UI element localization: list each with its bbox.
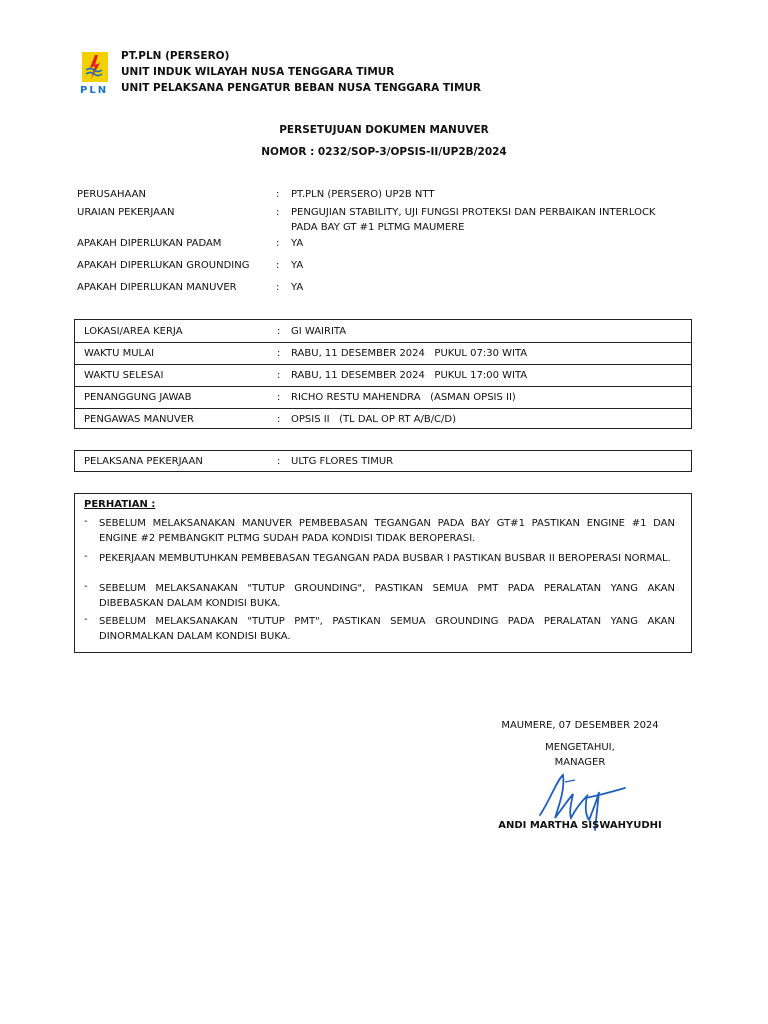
table-row	[75, 364, 691, 387]
notice-text: SEBELUM MELAKSANAKAN "TUTUP PMT", PASTIKAN SEMUA GROUNDING PADA PERALATAN YANG AKAN DINORMALKAN DALAM KONDISI BUKA.	[99, 616, 675, 642]
info-value: PT.PLN (PERSERO) UP2B NTT	[291, 189, 435, 200]
row-label: PENGAWAS MANUVER	[84, 414, 194, 425]
logo-text: PLN	[80, 85, 109, 94]
colon: :	[277, 370, 281, 381]
bullet-dash: -	[84, 614, 88, 625]
signatory-name: ANDI MARTHA SISWAHYUDHI	[498, 820, 662, 831]
place-date: MAUMERE, 07 DESEMBER 2024	[501, 720, 659, 731]
notice-text: PEKERJAAN MEMBUTUHKAN PEMBEBASAN TEGANGAN PADA BUSBAR I PASTIKAN BUSBAR II BEROPERASI NORMAL.	[99, 553, 671, 564]
company-name: PT.PLN (PERSERO)	[121, 50, 230, 62]
bullet-dash: -	[84, 516, 88, 527]
row-value: RABU, 11 DESEMBER 2024 PUKUL 07:30 WITA	[291, 348, 528, 359]
colon: :	[277, 392, 281, 403]
colon: :	[277, 414, 281, 425]
notice-text: SEBELUM MELAKSANAKAN MANUVER PEMBEBASAN TEGANGAN PADA BAY GT#1 PASTIKAN ENGINE #1 DAN ENGINE #2 PEMBANGKIT PLTMG SUDAH PADA KONDISI TIDAK BEROPERASI.	[99, 518, 675, 544]
row-label: LOKASI/AREA KERJA	[84, 326, 183, 337]
row-value: RICHO RESTU MAHENDRA (ASMAN OPSIS II)	[291, 392, 516, 403]
row-label: WAKTU SELESAI	[84, 370, 164, 381]
table-row	[75, 386, 691, 409]
row-label: PELAKSANA PEKERJAAN	[84, 456, 203, 467]
info-value: PENGUJIAN STABILITY, UJI FUNGSI PROTEKSI DAN PERBAIKAN INTERLOCK	[291, 207, 656, 218]
colon: :	[277, 456, 281, 467]
colon: :	[276, 207, 280, 218]
executor-table	[74, 450, 692, 472]
info-value: YA	[291, 260, 304, 271]
bullet-dash: -	[84, 551, 88, 562]
row-label: WAKTU MULAI	[84, 348, 155, 359]
colon: :	[277, 326, 281, 337]
notice-text: SEBELUM MELAKSANAKAN "TUTUP GROUNDING", PASTIKAN SEMUA PMT PADA PERALATAN YANG AKAN DIBEBASKAN DALAM KONDISI BUKA.	[99, 583, 675, 609]
row-label: PENANGGUNG JAWAB	[84, 392, 192, 403]
table-row	[75, 451, 691, 473]
colon: :	[276, 189, 280, 200]
info-label: APAKAH DIPERLUKAN MANUVER	[77, 282, 237, 293]
position-label: MANAGER	[554, 757, 606, 768]
info-label: APAKAH DIPERLUKAN PADAM	[77, 238, 222, 249]
notice-box	[74, 493, 692, 653]
table-row	[75, 320, 691, 343]
row-value: GI WAIRITA	[291, 326, 347, 337]
info-label: APAKAH DIPERLUKAN GROUNDING	[77, 260, 250, 271]
info-value: YA	[291, 238, 304, 249]
colon: :	[276, 282, 280, 293]
unit-induk: UNIT INDUK WILAYAH NUSA TENGGARA TIMUR	[121, 66, 395, 78]
info-value: YA	[291, 282, 304, 293]
document-number: NOMOR : 0232/SOP-3/OPSIS-II/UP2B/2024	[261, 146, 507, 158]
colon: :	[276, 260, 280, 271]
pln-logo	[80, 52, 110, 94]
table-row	[75, 342, 691, 365]
unit-pelaksana: UNIT PELAKSANA PENGATUR BEBAN NUSA TENGGARA TIMUR	[121, 82, 482, 94]
row-value: OPSIS II (TL DAL OP RT A/B/C/D)	[291, 414, 457, 425]
notice-heading: PERHATIAN :	[84, 499, 156, 510]
colon: :	[277, 348, 281, 359]
info-label: PERUSAHAAN	[77, 189, 146, 200]
row-value: RABU, 11 DESEMBER 2024 PUKUL 17:00 WITA	[291, 370, 528, 381]
acknowledged-label: MENGETAHUI,	[545, 742, 615, 753]
colon: :	[276, 238, 280, 249]
bullet-dash: -	[84, 581, 88, 592]
row-value: ULTG FLORES TIMUR	[291, 456, 394, 467]
document-title: PERSETUJUAN DOKUMEN MANUVER	[279, 124, 489, 136]
work-table	[74, 319, 692, 429]
info-value-continued: PADA BAY GT #1 PLTMG MAUMERE	[291, 222, 465, 233]
handwritten-signature	[535, 770, 635, 842]
table-row	[75, 408, 691, 430]
info-label: URAIAN PEKERJAAN	[77, 207, 175, 218]
